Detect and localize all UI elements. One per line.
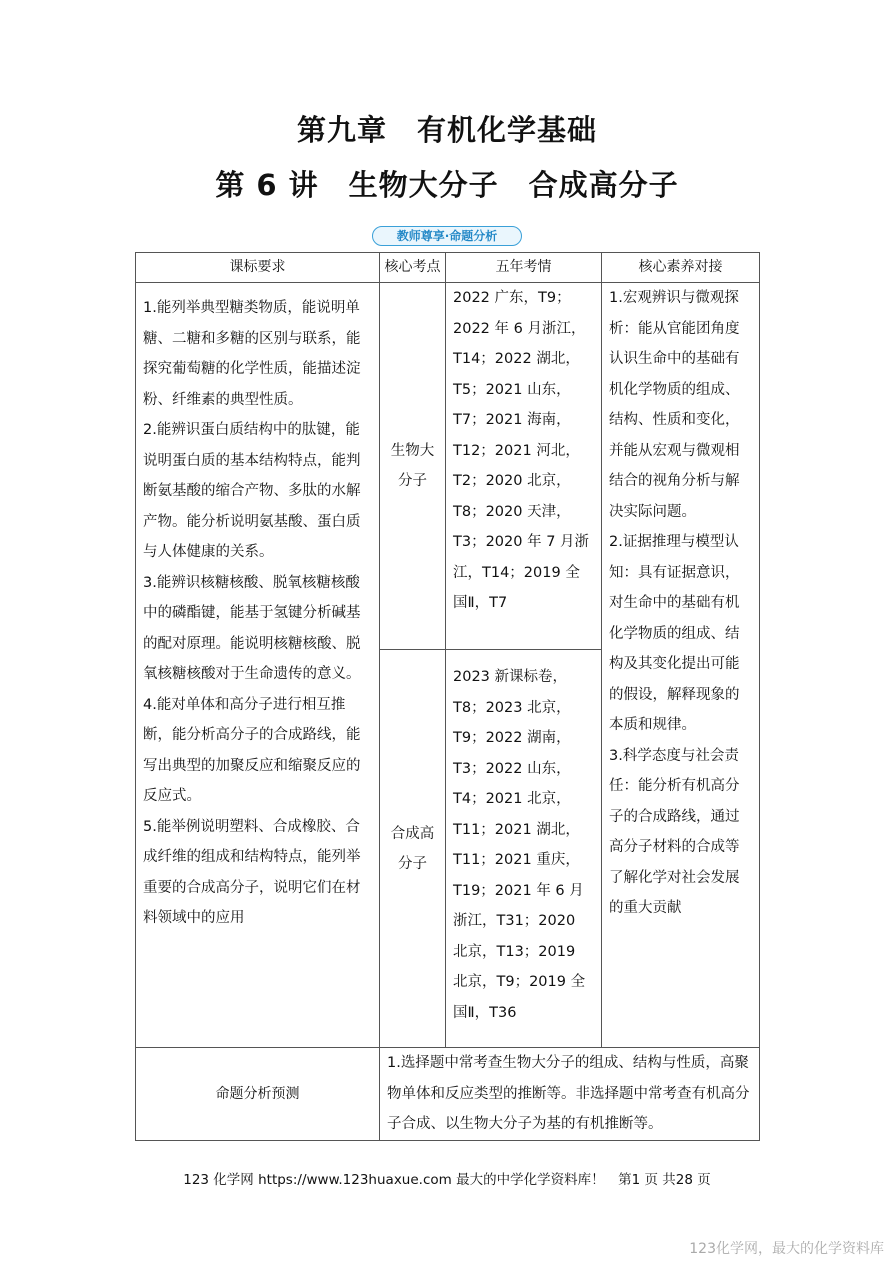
literacy-item: 3.科学态度与社会责任：能分析有机高分子的合成路线，通过高分子材料的合成等了解化学对社会发展的重大贡献 xyxy=(609,747,740,916)
exam-history-cell: 2022 广东，T9；2022 年 6 月浙江，T14；2022 湖北，T5；2021 山东，T7；2021 海南，T12；2021 河北，T2；2020 北京，T8；2020 天津，T3；2020 年 7 月浙江，T14；2019 全国Ⅱ，T7 xyxy=(446,283,602,650)
literacy-item: 1.宏观辨识与微观探析：能从官能团角度认识生命中的基础有机化学物质的组成、结构、性质和变化，并能从宏观与微观相结合的视角分析与解决实际问题。 xyxy=(609,290,740,520)
column-header: 课标要求 xyxy=(136,253,380,283)
requirements-cell xyxy=(136,283,380,1048)
literacy-item: 2.证据推理与模型认知：具有证据意识，对生命中的基础有机化学物质的组成、结构及其变化提出可能的假设，解释现象的本质和规律。 xyxy=(609,534,740,733)
requirement-item: 5.能举例说明塑料、合成橡胶、合成纤维的组成和结构特点，能列举重要的合成高分子，说明它们在材料领域中的应用 xyxy=(143,818,361,926)
table-row xyxy=(136,283,760,650)
analysis-table xyxy=(135,252,760,1141)
requirement-item: 2.能辨识蛋白质结构中的肽键，能说明蛋白质的基本结构特点，能判断氨基酸的缩合产物、多肽的水解产物。能分析说明氨基酸、蛋白质与人体健康的关系。 xyxy=(143,422,361,560)
teacher-badge: 教师尊享·命题分析 xyxy=(372,226,522,246)
exam-history-cell: 2023 新课标卷，T8；2023 北京，T9；2022 湖南，T3；2022 山东，T4；2021 北京，T11；2021 湖北，T11；2021 重庆，T19；2021 年 6 月浙江，T31；2020 北京，T13；2019 北京，T9；2019 全国Ⅱ，T36 xyxy=(446,650,602,1048)
lecture-title: 第 6 讲 生物大分子 合成高分子 xyxy=(215,168,679,202)
column-header: 核心素养对接 xyxy=(602,253,760,283)
watermark: 123化学网，最大的化学资料库 xyxy=(689,1241,884,1257)
requirement-item: 1.能列举典型糖类物质，能说明单糖、二糖和多糖的区别与联系，能探究葡萄糖的化学性质，能描述淀粉、纤维素的典型性质。 xyxy=(143,300,361,408)
key-point-cell: 合成高分子 xyxy=(380,650,446,1048)
literacy-cell xyxy=(602,283,760,1048)
prediction-row xyxy=(136,1048,760,1141)
requirement-item: 3.能辨识核糖核酸、脱氧核糖核酸中的磷酯键，能基于氢键分析碱基的配对原理。能说明核糖核酸、脱氧核糖核酸对于生命遗传的意义。 xyxy=(143,574,361,682)
prediction-text: 1.选择题中常考查生物大分子的组成、结构与性质，高聚物单体和反应类型的推断等。非选择题中常考查有机高分子合成、以生物大分子为基的有机推断等。 xyxy=(380,1048,760,1141)
requirement-item: 4.能对单体和高分子进行相互推断，能分析高分子的合成路线，能写出典型的加聚反应和缩聚反应的反应式。 xyxy=(143,696,361,804)
column-header: 五年考情 xyxy=(446,253,602,283)
key-point-cell: 生物大分子 xyxy=(380,283,446,650)
chapter-title: 第九章 有机化学基础 xyxy=(296,113,597,147)
page-footer: 123 化学网 https://www.123huaxue.com 最大的中学化学资料库！ 第1 页 共28 页 xyxy=(183,1172,711,1188)
prediction-label: 命题分析预测 xyxy=(136,1048,380,1141)
table-header-row xyxy=(136,253,760,283)
column-header: 核心考点 xyxy=(380,253,446,283)
